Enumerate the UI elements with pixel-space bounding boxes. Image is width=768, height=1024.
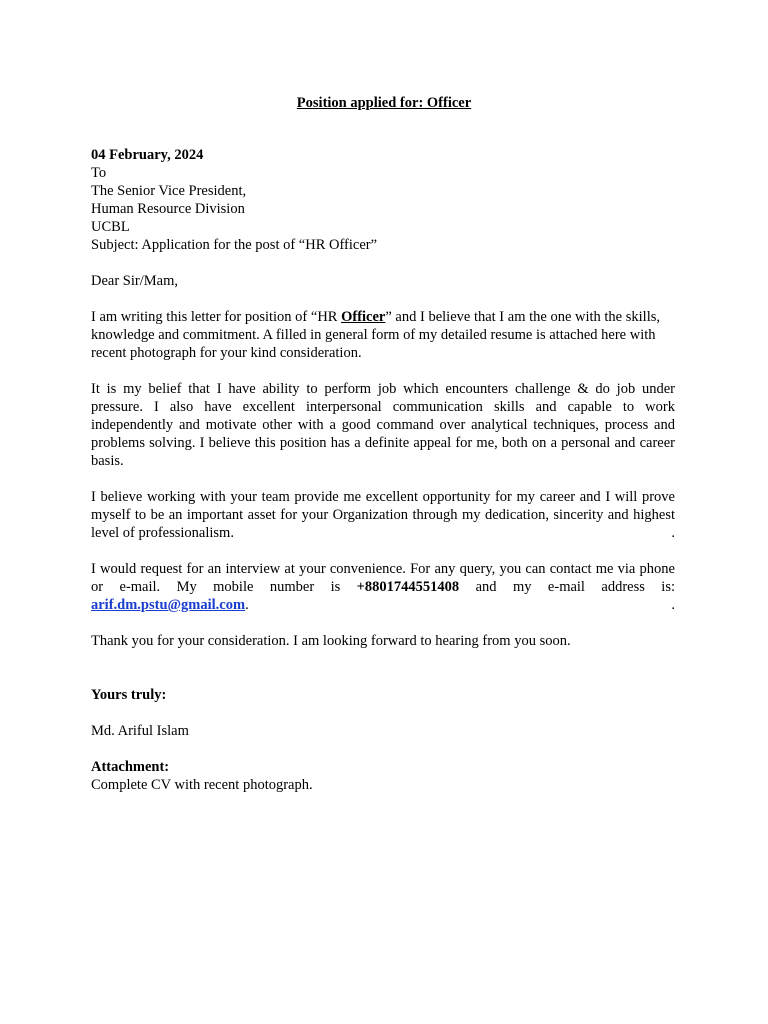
paragraph-team-text: I believe working with your team provide me excellent opportunity for my career and I will prove myself to be an important asset for your Organization through my dedication, sincerity and highest level of professionalism.: [91, 489, 675, 541]
paragraph-contact-trailing-dot: .: [671, 597, 675, 613]
paragraph-contact: [91, 560, 675, 614]
recipient-title: The Senior Vice President,: [91, 183, 247, 199]
paragraph-intro-rest: ” and I believe that I am the one with the skills, knowledge and commitment. A filled in general form of my detailed resume is attached here with recent photograph for your kind consideration.: [91, 309, 660, 361]
recipient-division: Human Resource Division: [91, 201, 245, 217]
position-highlight: Officer: [341, 309, 386, 325]
recipient-organization: UCBL: [91, 219, 130, 235]
signature-name: Md. Ariful Islam: [91, 723, 189, 739]
paragraph-thanks: Thank you for your consideration. I am looking forward to hearing from you soon.: [91, 633, 571, 649]
attachment-label: Attachment:: [91, 759, 170, 775]
salutation: Dear Sir/Mam,: [91, 273, 178, 289]
closing: Yours truly:: [91, 687, 167, 703]
paragraph-contact-middle: and my e-mail address is:: [459, 579, 675, 595]
letter-date: 04 February, 2024: [91, 147, 204, 163]
paragraph-team: [91, 488, 675, 542]
phone-number: +8801744551408: [356, 579, 460, 595]
subject-line: Subject: Application for the post of “HR Officer”: [91, 237, 378, 253]
paragraph-intro: [91, 308, 675, 362]
attachment-text: Complete CV with recent photograph.: [91, 777, 313, 793]
paragraph-intro-start: I am writing this letter for position of “HR: [91, 309, 342, 325]
letter-body: [91, 146, 675, 794]
paragraph-team-trailing-dot: .: [671, 525, 675, 541]
paragraph-contact-start: I would request for an interview at your convenience. For any query, you can contact me via phone or e-mail. My mobile number is: [91, 561, 675, 595]
paragraph-abilities: It is my belief that I have ability to perform job which encounters challenge & do job under pressure. I also have excellent interpersonal communication skills and capable to work independently and motivate other with a good command over analytical techniques, process and problems solving. I believe this position has a definite appeal for me, both on a personal and career basis.: [91, 381, 675, 469]
page-title: Position applied for: Officer: [296, 95, 472, 111]
email-link[interactable]: arif.dm.pstu@gmail.com: [91, 597, 246, 613]
to-label: To: [91, 165, 107, 181]
paragraph-contact-end: .: [245, 597, 249, 613]
